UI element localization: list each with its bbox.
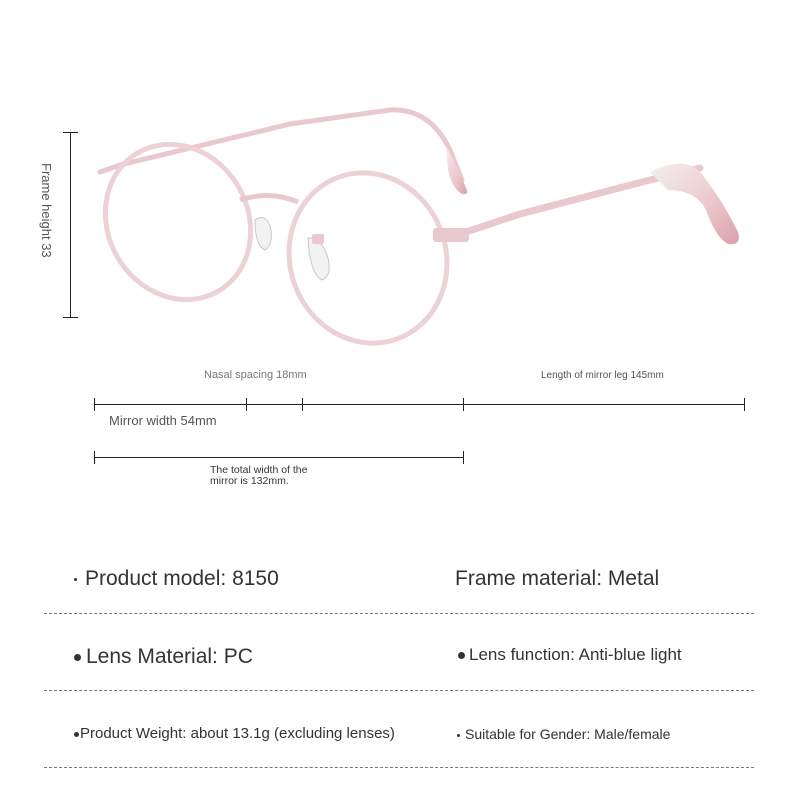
mirror-width-label: Mirror width 54mm: [109, 413, 217, 428]
total-width-label-line2: mirror is 132mm.: [210, 475, 289, 487]
frame-height-bottom-tick: [63, 317, 78, 318]
tick: [302, 398, 303, 411]
divider: [44, 690, 754, 691]
total-width-label-line1: The total width of the: [210, 464, 308, 476]
spec-gender: [457, 726, 670, 742]
spec-frame-material: Frame material: Metal: [455, 567, 660, 590]
bullet-icon: [457, 734, 460, 737]
gender-text: Suitable for Gender: Male/female: [465, 726, 671, 742]
product-weight-text: Product Weight: about 13.1g (excluding lenses): [80, 725, 395, 742]
lens-material-text: Lens Material: PC: [86, 645, 253, 668]
tick: [246, 398, 247, 411]
bullet-icon: [74, 654, 81, 661]
bullet-icon: [458, 652, 465, 659]
frame-height-label-wrap: [38, 163, 60, 288]
product-model-text: Product model: 8150: [85, 567, 279, 590]
measurement-line-total: [94, 457, 464, 458]
bullet-icon: [74, 732, 79, 737]
tick: [94, 451, 95, 464]
glasses-image: [0, 0, 800, 360]
spec-product-model: [74, 567, 279, 591]
tick: [463, 451, 464, 464]
frame-height-label: Frame height 33: [39, 163, 54, 258]
spec-product-weight: [74, 725, 395, 742]
divider: [44, 613, 754, 614]
mirror-leg-length-label: Length of mirror leg 145mm: [541, 370, 664, 381]
lens-function-text: Lens function: Anti-blue light: [469, 645, 682, 664]
frame-height-line: [70, 132, 71, 317]
nasal-spacing-label: Nasal spacing 18mm: [204, 369, 307, 381]
tick: [463, 398, 464, 411]
tick: [94, 398, 95, 411]
divider: [44, 767, 754, 768]
tick: [744, 398, 745, 411]
bullet-icon: [74, 578, 77, 581]
measurement-line-top: [94, 404, 745, 405]
spec-lens-material: [74, 645, 253, 669]
spec-lens-function: [458, 645, 682, 665]
